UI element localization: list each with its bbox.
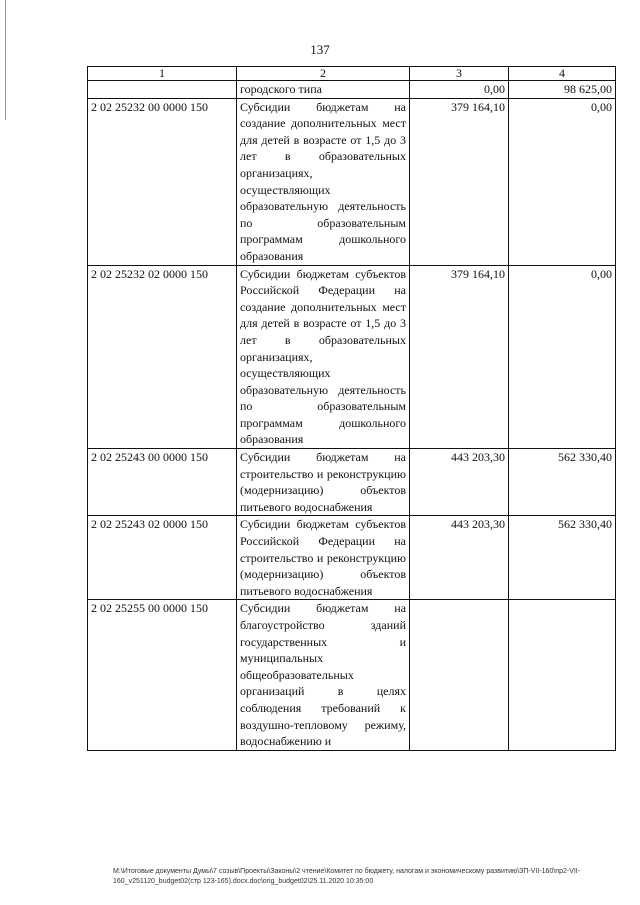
revenue-description: Субсидии бюджетам субъектов Российской Федерации на строительство и реконструкцию (модернизацию) объектов питьевого водоснабжения	[237, 516, 410, 600]
budget-revenue-table	[87, 66, 616, 751]
budget-code: 2 02 25243 02 0000 150	[88, 516, 237, 600]
amount-col3: 443 203,30	[410, 516, 509, 600]
amount-col4: 0,00	[509, 265, 616, 449]
amount-col4: 98 625,00	[509, 81, 616, 99]
table-row	[88, 516, 616, 600]
amount-col4: 562 330,40	[509, 516, 616, 600]
column-header-1: 1	[88, 67, 237, 81]
revenue-description: Субсидии бюджетам на строительство и реконструкцию (модернизацию) объектов питьевого водоснабжения	[237, 449, 410, 516]
column-header-4: 4	[509, 67, 616, 81]
table-row	[88, 98, 616, 265]
budget-code	[88, 81, 237, 99]
table-row	[88, 81, 616, 99]
budget-code: 2 02 25232 02 0000 150	[88, 265, 237, 449]
page-number: 137	[310, 42, 330, 57]
budget-code: 2 02 25255 00 0000 150	[88, 600, 237, 750]
document-path-footer: M:\Итоговые документы Думы\7 созыв\Проекты\Законы\2 чтение\Комитет по бюджету, налогам и экономическому развитию\ЗП-VII-160\пр2-VII-160_v251120_budget02(стр 123-165).docx.doc\orig_budget02\25.11.2020 10:35:00	[113, 868, 581, 885]
budget-code: 2 02 25243 00 0000 150	[88, 449, 237, 516]
left-margin-rule	[5, 0, 6, 120]
amount-col4: 562 330,40	[509, 449, 616, 516]
revenue-description: Субсидии бюджетам на создание дополнительных мест для детей в возрасте от 1,5 до 3 лет в образовательных организациях, осуществляющих образовательную деятельность по образовательным программам дошкольного образования	[237, 98, 410, 265]
amount-col3	[410, 600, 509, 750]
revenue-description: городского типа	[237, 81, 410, 99]
table-row	[88, 600, 616, 750]
column-header-2: 2	[237, 67, 410, 81]
revenue-description: Субсидии бюджетам субъектов Российской Федерации на создание дополнительных мест для детей в возрасте от 1,5 до 3 лет в образовательных организациях, осуществляющих образовательную деятельность по образовательным программам дошкольного образования	[237, 265, 410, 449]
budget-code: 2 02 25232 00 0000 150	[88, 98, 237, 265]
table-header-row	[88, 67, 616, 81]
amount-col3: 379 164,10	[410, 98, 509, 265]
amount-col3: 443 203,30	[410, 449, 509, 516]
amount-col3: 0,00	[410, 81, 509, 99]
amount-col4	[509, 600, 616, 750]
amount-col3: 379 164,10	[410, 265, 509, 449]
revenue-description: Субсидии бюджетам на благоустройство зданий государственных и муниципальных общеобразовательных организаций в целях соблюдения требований к воздушно-тепловому режиму, водоснабжению и	[237, 600, 410, 750]
table-row	[88, 265, 616, 449]
column-header-3: 3	[410, 67, 509, 81]
amount-col4: 0,00	[509, 98, 616, 265]
table-row	[88, 449, 616, 516]
